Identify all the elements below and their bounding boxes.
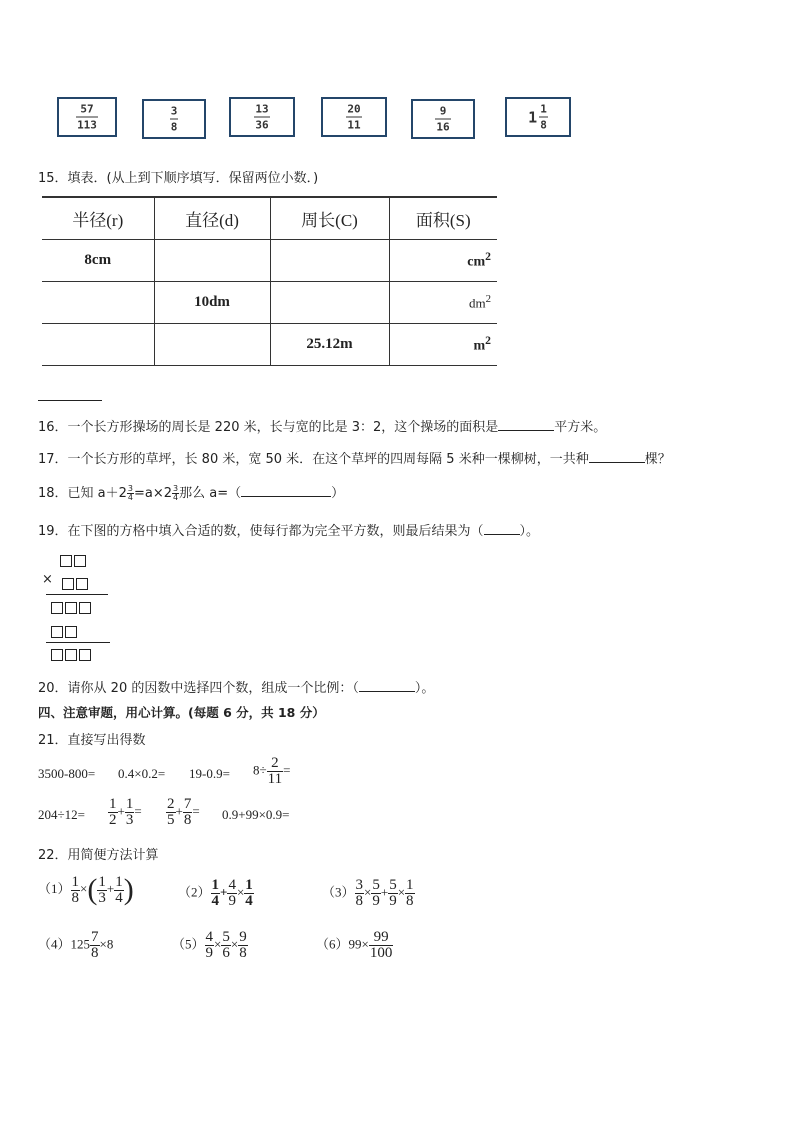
cell-circumference-input[interactable] bbox=[270, 239, 389, 281]
area-unit: m bbox=[473, 338, 486, 354]
denominator: 4 bbox=[173, 493, 179, 502]
denominator: 8 bbox=[355, 893, 364, 909]
denominator: 113 bbox=[77, 118, 97, 132]
q17-answer-blank[interactable] bbox=[589, 450, 645, 463]
q22-title: 22．用简便方法计算 bbox=[38, 848, 159, 863]
q20-answer-blank[interactable] bbox=[359, 679, 415, 692]
unit-exponent: 2 bbox=[485, 333, 491, 347]
fraction-card-3[interactable] bbox=[229, 97, 295, 137]
numerator: 2 bbox=[167, 796, 175, 812]
q17-text: 17．一个长方形的草坪，长 80 米，宽 50 米．在这个草坪的四周每隔 5 米种一棵柳树，一共种 bbox=[38, 452, 589, 467]
calc-e: 204÷12= bbox=[38, 807, 85, 822]
cell-area-input[interactable] bbox=[389, 281, 497, 323]
cell-radius-input[interactable] bbox=[42, 323, 154, 365]
digit-box[interactable] bbox=[65, 602, 77, 614]
numerator: 1 bbox=[71, 873, 80, 890]
times: × bbox=[230, 936, 239, 952]
expr-2 bbox=[178, 878, 254, 909]
denominator: 9 bbox=[372, 893, 380, 909]
numerator: 20 bbox=[347, 102, 361, 116]
expr-label: （2） bbox=[178, 884, 211, 900]
cell-radius: 8cm bbox=[42, 239, 154, 281]
numerator: 1 bbox=[115, 873, 123, 890]
q19 bbox=[38, 520, 539, 539]
expr-label: （1） bbox=[38, 880, 71, 896]
denominator: 8 bbox=[540, 118, 547, 132]
q17-unit: 棵？ bbox=[644, 452, 671, 467]
fraction-card-1[interactable] bbox=[57, 97, 117, 137]
denominator: 8 bbox=[183, 812, 192, 828]
q18-answer-blank[interactable] bbox=[241, 484, 331, 497]
numerator: 9 bbox=[239, 929, 247, 945]
cell-diameter-input[interactable] bbox=[154, 239, 270, 281]
table-row bbox=[42, 281, 497, 323]
times: × bbox=[214, 936, 222, 952]
whole-number: 125 bbox=[70, 936, 91, 952]
numerator: 3 bbox=[355, 877, 364, 893]
q19-close: ）。 bbox=[519, 524, 540, 539]
numerator: 1 bbox=[211, 877, 220, 893]
expr-6 bbox=[316, 930, 393, 961]
fraction-card-6[interactable] bbox=[505, 97, 571, 137]
denominator: 3 bbox=[125, 812, 134, 828]
digit-box[interactable] bbox=[76, 578, 88, 590]
numerator: 57 bbox=[80, 102, 94, 116]
header-area: 面积(S) bbox=[389, 197, 497, 239]
denominator: 4 bbox=[127, 493, 134, 502]
digit-box[interactable] bbox=[60, 555, 72, 567]
expr-label: （4） bbox=[38, 936, 71, 952]
numerator: 5 bbox=[389, 877, 397, 893]
cell-area-input[interactable] bbox=[389, 323, 497, 365]
plus: + bbox=[117, 803, 125, 819]
table-row bbox=[42, 239, 497, 281]
denominator: 2 bbox=[109, 812, 117, 828]
denominator: 8 bbox=[239, 945, 247, 961]
cell-area-input[interactable] bbox=[389, 239, 497, 281]
left-paren-icon: ( bbox=[87, 873, 98, 906]
right-paren-icon: ) bbox=[123, 873, 134, 906]
numerator: 13 bbox=[255, 102, 269, 116]
denominator: 9 bbox=[228, 893, 236, 909]
numerator: 5 bbox=[222, 929, 230, 945]
equals: = bbox=[192, 803, 200, 819]
divider bbox=[46, 594, 108, 595]
expr-4 bbox=[38, 930, 113, 961]
numerator: 3 bbox=[173, 484, 179, 493]
numerator: 9 bbox=[439, 104, 447, 118]
denominator: 8 bbox=[91, 945, 99, 961]
q18-close: ） bbox=[331, 486, 345, 501]
denominator: 8 bbox=[170, 120, 178, 134]
equals: = bbox=[134, 803, 142, 819]
denominator: 9 bbox=[205, 945, 214, 961]
calc-f bbox=[108, 797, 142, 828]
numerator: 4 bbox=[228, 877, 236, 893]
q16 bbox=[38, 416, 606, 435]
header-radius: 半径(r) bbox=[42, 197, 154, 239]
denominator: 4 bbox=[115, 889, 123, 906]
expr-5 bbox=[172, 930, 248, 961]
numerator: 2 bbox=[271, 755, 279, 771]
numerator: 4 bbox=[205, 929, 214, 945]
calc-b: 0.4×0.2= bbox=[118, 766, 166, 781]
q19-text: 19．在下图的方格中填入合适的数，使每行都为完全平方数，则最后结果为（ bbox=[38, 524, 484, 539]
times-symbol: × bbox=[42, 572, 53, 587]
fraction-card-2[interactable] bbox=[142, 99, 206, 139]
calc-h: 0.9+99×0.9= bbox=[222, 807, 290, 822]
numerator: 5 bbox=[372, 877, 380, 893]
whole-number: 1 bbox=[528, 108, 538, 126]
numerator: 1 bbox=[98, 873, 106, 890]
q16-unit: 平方米。 bbox=[554, 420, 607, 435]
expr-label: （6） bbox=[316, 936, 349, 952]
denominator: 8 bbox=[406, 893, 414, 909]
q16-answer-blank[interactable] bbox=[498, 418, 554, 431]
digit-box[interactable] bbox=[79, 602, 91, 614]
cell-circumference: 25.12m bbox=[270, 323, 389, 365]
q18-mid: =a×2 bbox=[134, 486, 173, 501]
digit-box[interactable] bbox=[79, 649, 91, 661]
expr-3 bbox=[322, 878, 415, 909]
calc-c: 19-0.9= bbox=[189, 766, 230, 781]
calc-g bbox=[166, 797, 200, 828]
equals: = bbox=[283, 762, 291, 778]
q20-text: 20．请你从 20 的因数中选择四个数，组成一个比例：（ bbox=[38, 681, 359, 696]
divider bbox=[46, 642, 110, 643]
denominator: 100 bbox=[369, 945, 393, 961]
digit-box[interactable] bbox=[62, 578, 74, 590]
calc-d bbox=[253, 756, 290, 787]
area-unit: dm bbox=[468, 295, 486, 311]
denominator: 11 bbox=[267, 771, 283, 787]
grid-row-4 bbox=[51, 623, 79, 642]
plus: + bbox=[106, 880, 115, 896]
header-diameter: 直径(d) bbox=[154, 197, 270, 239]
numerator: 1 bbox=[540, 102, 547, 116]
fraction-card-5[interactable] bbox=[411, 99, 475, 139]
digit-box[interactable] bbox=[51, 602, 63, 614]
unit-exponent: 2 bbox=[485, 249, 491, 263]
times: × bbox=[364, 884, 372, 900]
denominator: 8 bbox=[71, 889, 80, 906]
numerator: 1 bbox=[125, 796, 134, 812]
digit-box[interactable] bbox=[74, 555, 86, 567]
calc-d-pre: 8÷ bbox=[253, 762, 267, 778]
times: × bbox=[236, 884, 245, 900]
numerator: 3 bbox=[127, 484, 134, 493]
grid-row-2 bbox=[62, 575, 90, 594]
plus: + bbox=[220, 884, 228, 900]
numerator: 1 bbox=[245, 877, 253, 893]
unit-exponent: 2 bbox=[485, 292, 491, 305]
numerator: 1 bbox=[109, 796, 117, 812]
expr-pre: 99× bbox=[348, 936, 369, 952]
grid-row-5 bbox=[51, 646, 93, 665]
q21-title: 21．直接写出得数 bbox=[38, 733, 146, 748]
numerator: 7 bbox=[91, 929, 99, 945]
times: × bbox=[80, 880, 88, 896]
q16-text: 16．一个长方形操场的周长是 220 米，长与宽的比是 3：2，这个操场的面积是 bbox=[38, 420, 499, 435]
expr-label: （3） bbox=[322, 884, 355, 900]
digit-box[interactable] bbox=[65, 649, 77, 661]
cell-circumference-input[interactable] bbox=[270, 281, 389, 323]
numerator: 3 bbox=[170, 104, 178, 118]
times: × bbox=[397, 884, 406, 900]
denominator: 4 bbox=[211, 893, 220, 909]
cell-diameter: 10dm bbox=[154, 281, 270, 323]
q20-close: ）。 bbox=[414, 681, 435, 696]
numerator: 7 bbox=[183, 796, 192, 812]
expr-tail: ×8 bbox=[99, 936, 114, 952]
q20 bbox=[38, 677, 434, 696]
q18-text-2: 那么 a=（ bbox=[179, 486, 242, 501]
grid-row-3 bbox=[51, 599, 93, 618]
square-grid-puzzle bbox=[40, 550, 120, 665]
denominator: 5 bbox=[167, 812, 175, 828]
calc-a: 3500-800= bbox=[38, 766, 96, 781]
expr-1 bbox=[38, 873, 134, 907]
denominator: 11 bbox=[347, 118, 361, 132]
q18 bbox=[38, 482, 344, 502]
fraction-card-4[interactable] bbox=[321, 97, 387, 137]
table-row bbox=[42, 323, 497, 365]
plus: + bbox=[380, 884, 389, 900]
denominator: 4 bbox=[245, 893, 253, 909]
grid-row-1 bbox=[60, 552, 88, 571]
q15-text: 15．填表．(从上到下顺序填写．保留两位小数．) bbox=[38, 171, 319, 186]
plus: + bbox=[175, 803, 183, 819]
cell-diameter-input[interactable] bbox=[154, 323, 270, 365]
numerator: 99 bbox=[373, 929, 389, 945]
denominator: 36 bbox=[255, 118, 269, 132]
area-unit: cm bbox=[467, 254, 486, 270]
expr-label: （5） bbox=[172, 936, 205, 952]
numerator: 1 bbox=[406, 877, 414, 893]
denominator: 16 bbox=[436, 120, 450, 134]
cell-radius-input[interactable] bbox=[42, 281, 154, 323]
digit-box[interactable] bbox=[65, 626, 77, 638]
digit-box[interactable] bbox=[51, 626, 63, 638]
header-circumference: 周长(C) bbox=[270, 197, 389, 239]
q19-answer-blank[interactable] bbox=[484, 522, 520, 535]
q17 bbox=[38, 448, 671, 467]
denominator: 9 bbox=[389, 893, 397, 909]
answer-blank-line[interactable] bbox=[38, 400, 102, 401]
denominator: 3 bbox=[98, 889, 106, 906]
q15-table bbox=[42, 196, 497, 366]
digit-box[interactable] bbox=[51, 649, 63, 661]
q18-text: 18．已知 a＋2 bbox=[38, 486, 127, 501]
section-4-heading: 四、注意审题，用心计算。(每题 6 分，共 18 分） bbox=[38, 705, 325, 720]
table-header-row bbox=[42, 197, 497, 239]
denominator: 6 bbox=[222, 945, 230, 961]
